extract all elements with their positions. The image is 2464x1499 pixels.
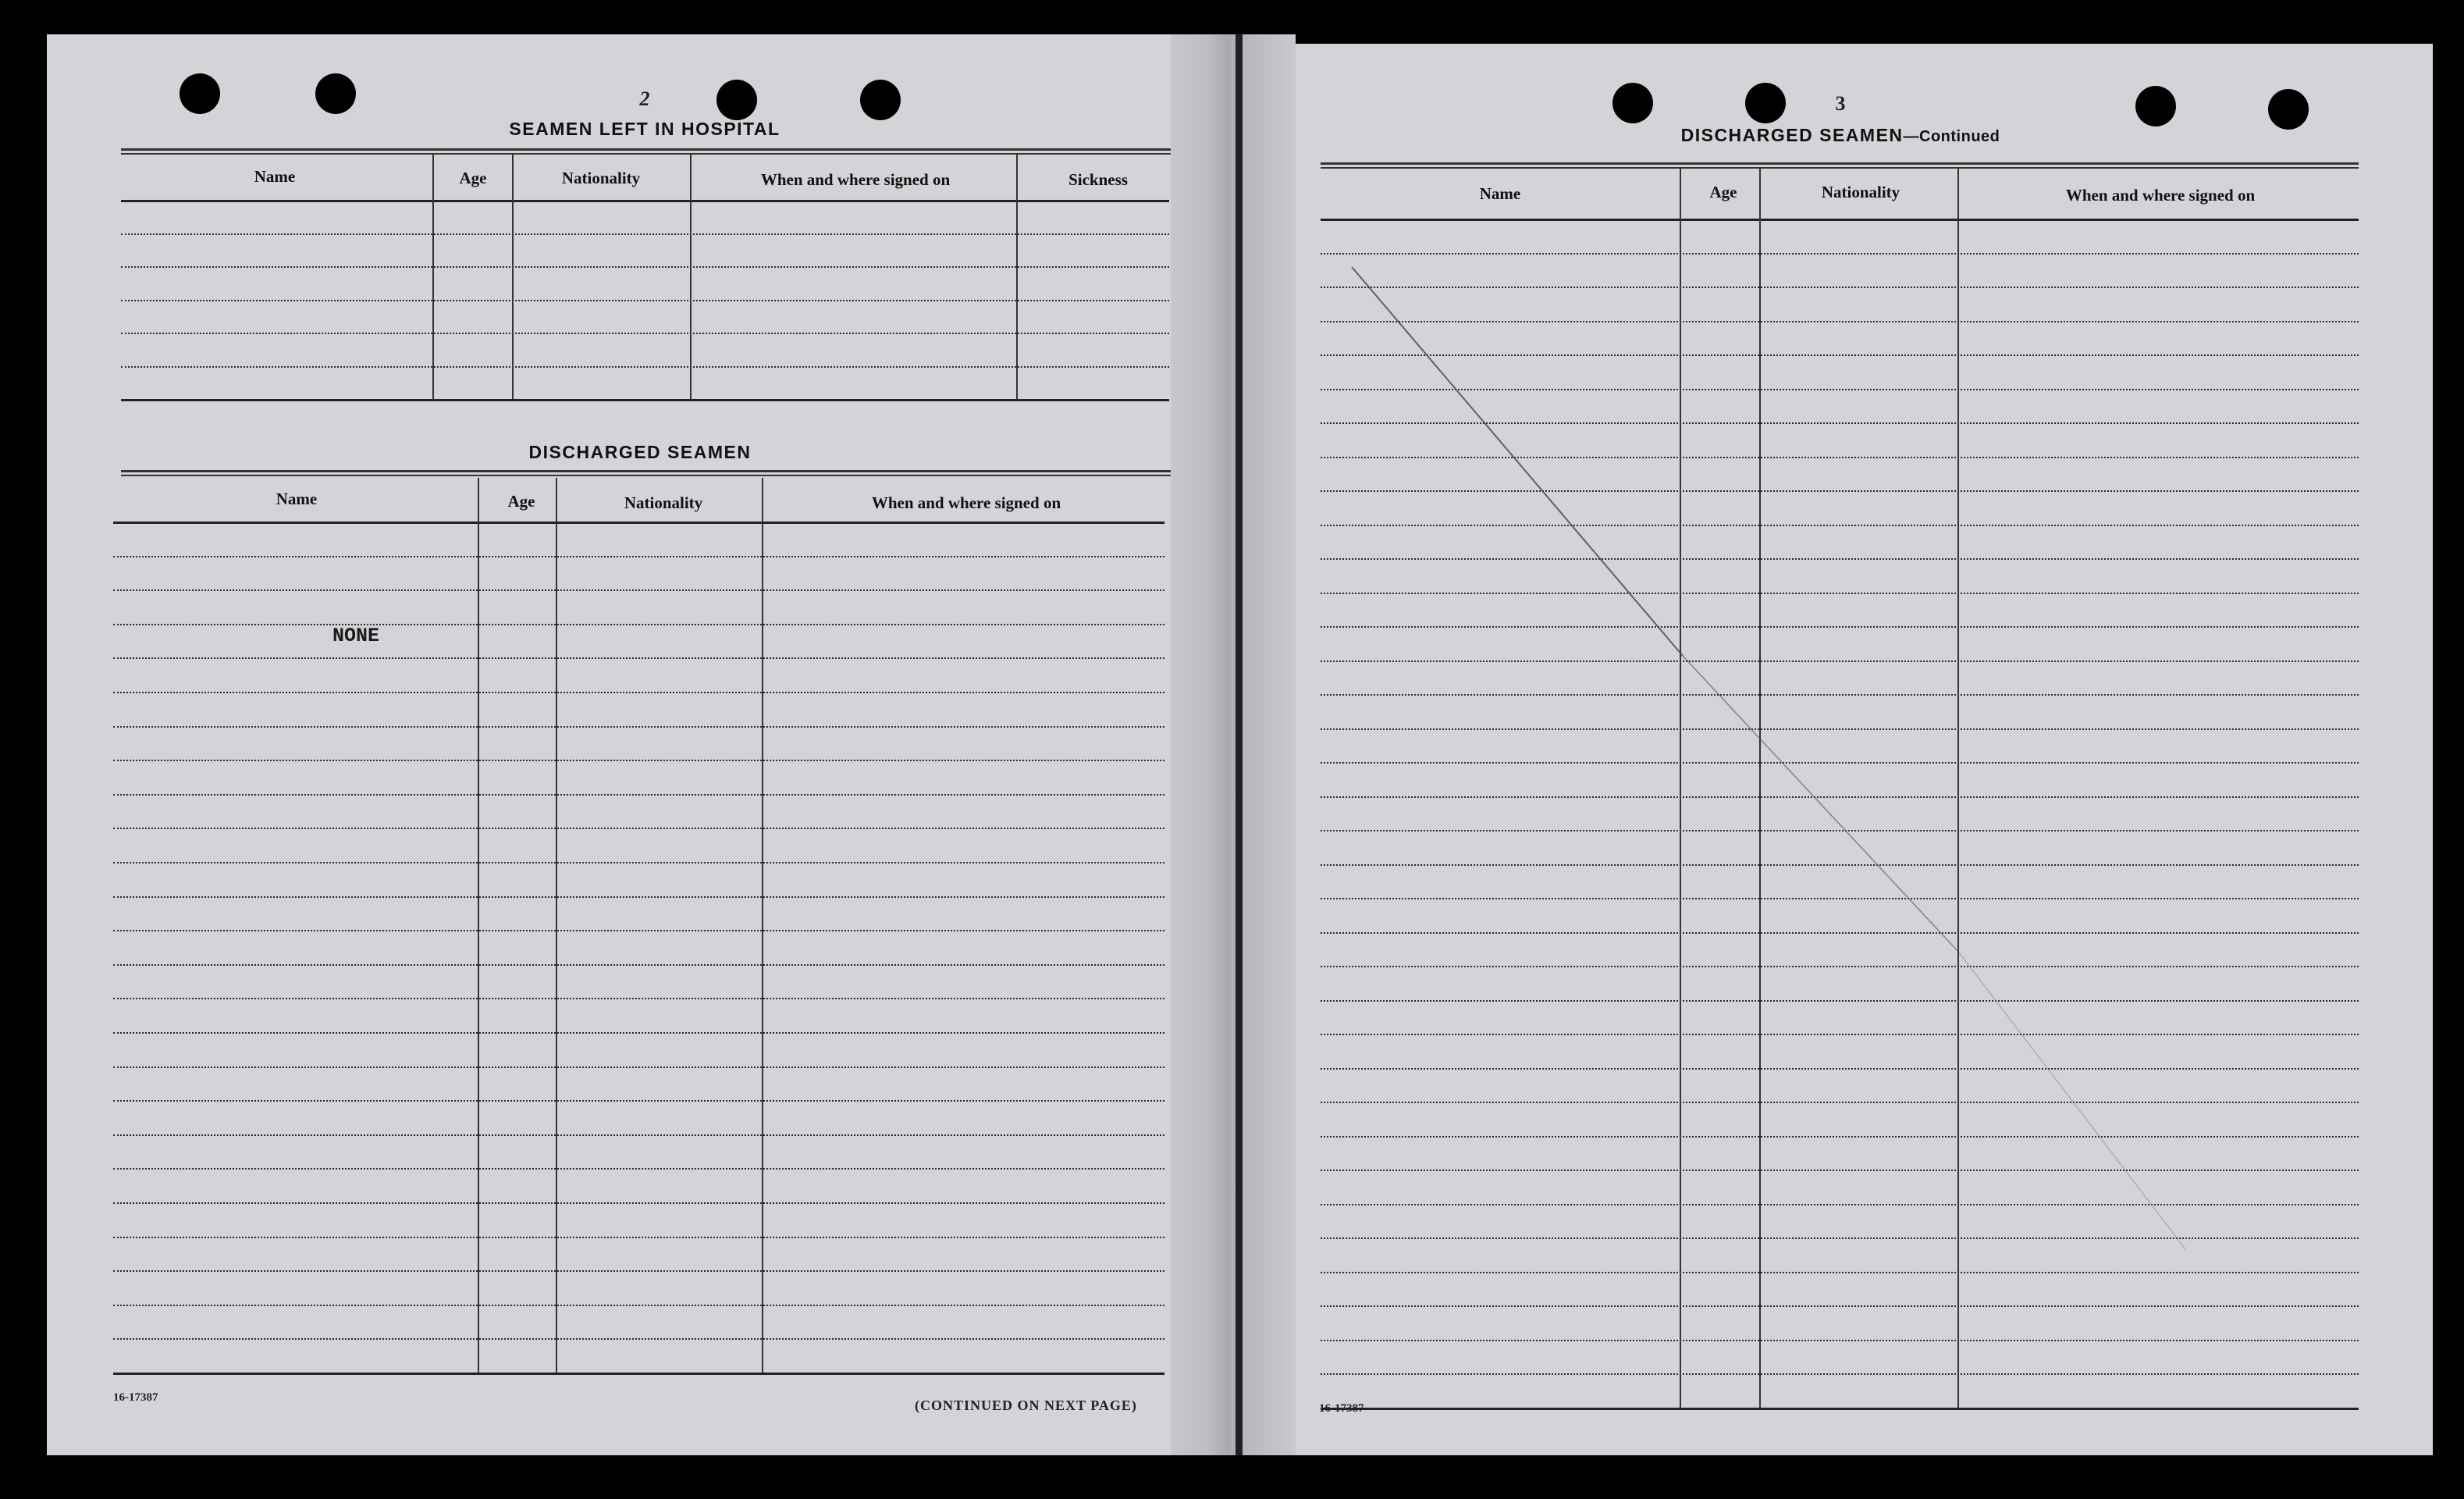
table-row-line	[1321, 1136, 2359, 1138]
table-row-line	[1321, 1102, 2359, 1103]
table-row-line	[113, 1134, 1164, 1136]
binding-gutter	[1171, 34, 1296, 1455]
table-row-line	[113, 589, 1164, 591]
column-divider	[690, 155, 692, 399]
column-divider	[1759, 169, 1761, 1408]
table-row-line	[1321, 932, 2359, 934]
table-row-line	[1321, 593, 2359, 594]
column-divider	[556, 478, 557, 1373]
table-row-line	[113, 828, 1164, 829]
column-divider	[762, 478, 763, 1373]
table-row-line	[121, 233, 1169, 235]
table-row-line	[113, 624, 1164, 625]
table-row-line	[1321, 1305, 2359, 1307]
table-row-line	[1321, 1340, 2359, 1341]
table-row-line	[121, 333, 1169, 334]
right-title-suffix: —Continued	[1903, 128, 2000, 145]
punch-hole-icon	[180, 73, 220, 114]
right-col-name: Name	[1479, 184, 1521, 203]
table-row-line	[1321, 1408, 2359, 1410]
column-divider	[1016, 155, 1018, 399]
table-row-line	[113, 1338, 1164, 1340]
column-divider	[478, 478, 479, 1373]
typed-entry-none: NONE	[332, 625, 380, 647]
table-row-line	[113, 794, 1164, 796]
table-row-line	[113, 896, 1164, 898]
table-row-line	[1321, 1373, 2359, 1375]
hospital-col-age: Age	[459, 169, 487, 187]
right-page	[1243, 44, 2433, 1455]
page-fold	[1236, 34, 1243, 1455]
discharged-col-name: Name	[276, 490, 318, 508]
table-row-line	[1321, 1068, 2359, 1070]
column-divider	[432, 155, 434, 399]
punch-hole-icon	[2268, 89, 2309, 130]
table-row-line	[1321, 287, 2359, 288]
hospital-col-signed-on: When and where signed on	[760, 170, 951, 189]
page-number-left: 2	[639, 87, 650, 110]
column-divider	[1680, 169, 1681, 1408]
table-row-line	[1321, 1170, 2359, 1171]
right-section-title	[1681, 125, 2000, 146]
discharged-top-rule	[121, 470, 1171, 476]
table-row-line	[113, 556, 1164, 557]
right-top-rule	[1321, 162, 2359, 169]
table-row-line	[113, 1270, 1164, 1272]
table-row-line	[113, 726, 1164, 728]
header-rule	[121, 200, 1169, 202]
table-row-line	[1321, 966, 2359, 967]
column-divider	[1957, 169, 1959, 1408]
table-row-line	[121, 366, 1169, 368]
table-row-line	[1321, 830, 2359, 831]
discharged-col-age: Age	[507, 492, 535, 511]
table-row-line	[113, 998, 1164, 999]
table-row-line	[1321, 422, 2359, 424]
table-row-line	[113, 964, 1164, 966]
discharged-col-signed-on: When and where signed on	[871, 493, 1061, 512]
column-divider	[512, 155, 514, 399]
punch-hole-icon	[315, 73, 356, 114]
table-row-line	[1321, 457, 2359, 458]
form-number-left: 16-17387	[113, 1391, 158, 1404]
table-row-line	[113, 1373, 1164, 1375]
table-row-line	[1321, 1272, 2359, 1273]
table-row-line	[1321, 1000, 2359, 1002]
table-row-line	[113, 1032, 1164, 1034]
table-row-line	[1321, 253, 2359, 255]
table-row-line	[121, 399, 1169, 401]
punch-hole-icon	[1745, 83, 1786, 123]
table-row-line	[121, 266, 1169, 268]
table-row-line	[1321, 898, 2359, 899]
punch-hole-icon	[860, 80, 901, 120]
right-col-age: Age	[1709, 183, 1737, 201]
table-row-line	[113, 657, 1164, 659]
table-row-line	[1321, 321, 2359, 322]
table-row-line	[1321, 728, 2359, 730]
table-row-line	[1321, 864, 2359, 866]
discharged-col-nationality: Nationality	[624, 493, 703, 512]
table-row-line	[1321, 490, 2359, 492]
table-row-line	[1321, 525, 2359, 526]
discharged-section-title: DISCHARGED SEAMEN	[528, 442, 752, 462]
table-row-line	[1321, 762, 2359, 764]
header-rule	[113, 522, 1164, 524]
table-row-line	[1321, 1034, 2359, 1035]
punch-hole-icon	[2135, 86, 2176, 126]
table-row-line	[113, 1202, 1164, 1204]
right-col-signed-on: When and where signed on	[2065, 186, 2256, 205]
table-row-line	[113, 692, 1164, 693]
table-row-line	[1321, 389, 2359, 390]
table-row-line	[113, 1066, 1164, 1068]
table-row-line	[1321, 694, 2359, 696]
table-row-line	[1321, 558, 2359, 560]
header-rule	[1321, 219, 2359, 221]
table-row-line	[1321, 796, 2359, 798]
table-row-line	[113, 1237, 1164, 1238]
table-row-line	[1321, 1237, 2359, 1239]
left-page	[47, 34, 1233, 1455]
form-number-right: 16-17387	[1319, 1402, 1364, 1415]
hospital-col-sickness: Sickness	[1068, 170, 1128, 189]
continued-footer: (CONTINUED ON NEXT PAGE)	[915, 1398, 1137, 1413]
punch-hole-icon	[1612, 83, 1653, 123]
right-title-main: DISCHARGED SEAMEN	[1680, 125, 1904, 145]
table-row-line	[1321, 660, 2359, 662]
table-row-line	[113, 1305, 1164, 1306]
hospital-col-name: Name	[254, 167, 296, 186]
right-col-nationality: Nationality	[1821, 183, 1900, 201]
table-row-line	[113, 862, 1164, 863]
table-row-line	[113, 1100, 1164, 1102]
table-row-line	[1321, 626, 2359, 628]
table-row-line	[121, 300, 1169, 301]
table-row-line	[1321, 354, 2359, 356]
table-row-line	[113, 1168, 1164, 1170]
table-row-line	[1321, 1204, 2359, 1205]
hospital-top-rule	[121, 148, 1171, 155]
hospital-section-title: SEAMEN LEFT IN HOSPITAL	[509, 119, 780, 139]
table-row-line	[113, 930, 1164, 931]
punch-hole-icon	[716, 80, 757, 120]
page-number-right: 3	[1835, 92, 1846, 115]
hospital-col-nationality: Nationality	[561, 169, 641, 187]
table-row-line	[113, 760, 1164, 761]
